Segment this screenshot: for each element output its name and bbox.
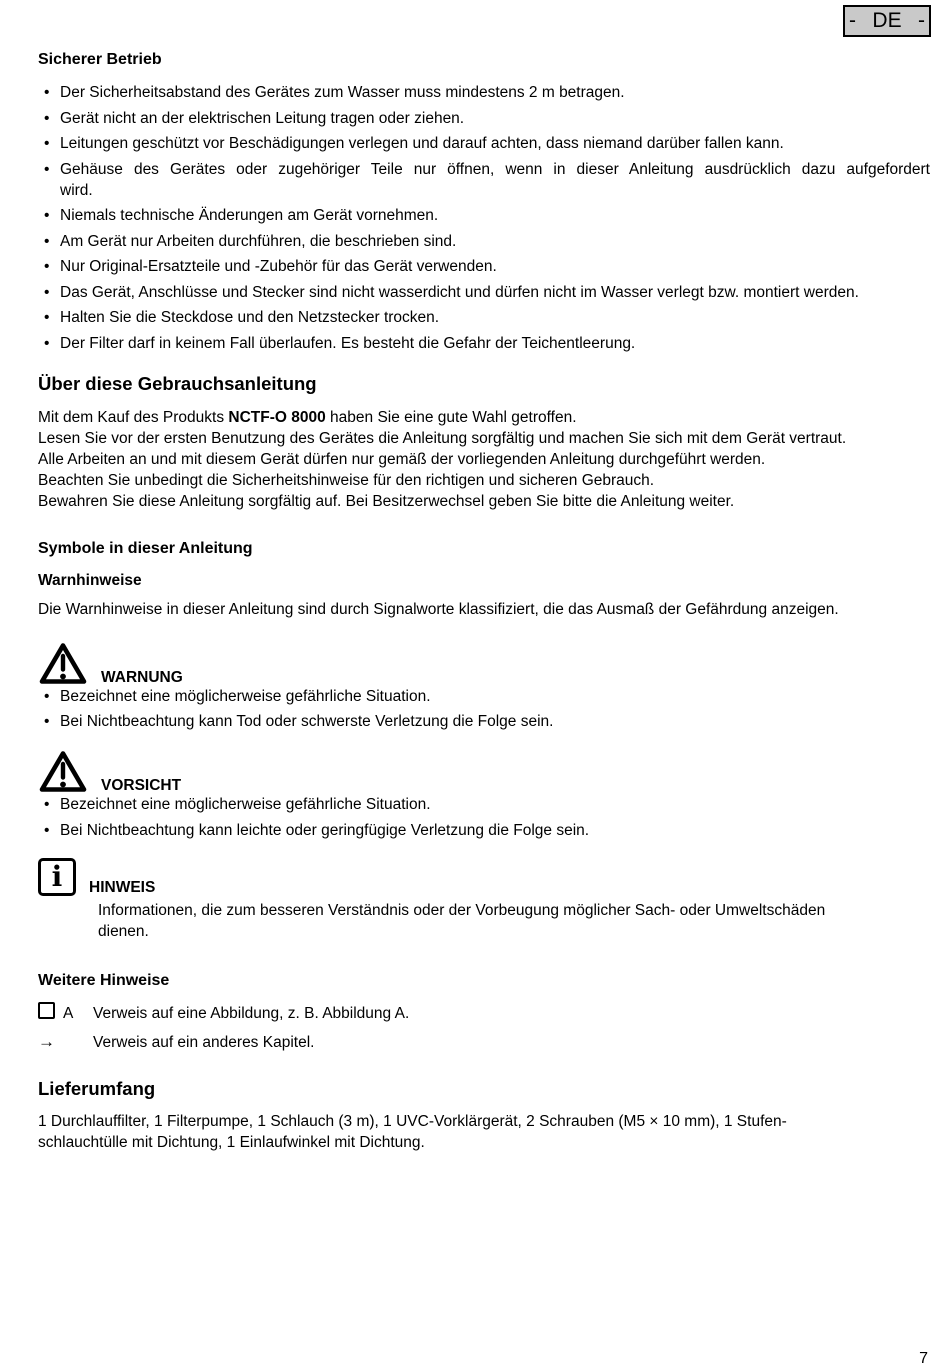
figure-reference-checkbox-icon xyxy=(38,1002,55,1019)
warning-label: WARNUNG xyxy=(101,668,183,686)
warning-triangle-icon xyxy=(38,641,88,686)
list-item: • Der Filter darf in keinem Fall überlaufen. Es besteht die Gefahr der Teichentleerung. xyxy=(60,333,930,354)
figure-reference-text: Verweis auf eine Abbildung, z. B. Abbildung A. xyxy=(93,1004,410,1022)
caution-label: VORSICHT xyxy=(101,777,182,794)
language-badge xyxy=(843,5,931,37)
note-text xyxy=(98,900,930,942)
note-block xyxy=(38,858,930,942)
caution-block xyxy=(38,749,930,841)
about-intro-prefix: Mit dem Kauf des Produkts xyxy=(38,408,229,426)
delivery-text-line: schlauchtülle mit Dichtung, 1 Einlaufwinkel mit Dichtung. xyxy=(38,1133,425,1151)
list-item: • Am Gerät nur Arbeiten durchführen, die beschrieben sind. xyxy=(60,231,930,252)
list-item: • Bezeichnet eine möglicherweise gefährliche Situation. xyxy=(60,794,930,815)
figure-reference-letter: A xyxy=(63,1004,74,1022)
section-title-safe-operation: Sicherer Betrieb xyxy=(38,51,162,68)
caution-bullet-list xyxy=(38,794,930,841)
section-title-symbols: Symbole in dieser Anleitung xyxy=(38,539,253,557)
badge-language-label: DE xyxy=(872,9,902,32)
list-item: • Niemals technische Änderungen am Gerät vornehmen. xyxy=(60,205,930,226)
figure-reference-symbol xyxy=(38,1002,93,1024)
note-label: HINWEIS xyxy=(89,878,156,896)
subsection-title-warnings: Warnhinweise xyxy=(38,571,142,589)
section-title-further-notes: Weitere Hinweise xyxy=(38,971,170,989)
paragraph-line: Lesen Sie vor der ersten Benutzung des Gerätes die Anleitung sorgfältig und machen Sie sich mit dem Gerät vertraut. xyxy=(38,429,847,447)
warnings-intro-text: Die Warnhinweise in dieser Anleitung sind durch Signalworte klassifiziert, die das Ausmaß der Gefährdung anzeigen. xyxy=(38,600,839,618)
section-title-delivery: Lieferumfang xyxy=(38,1077,156,1099)
paragraph-line: Bewahren Sie diese Anleitung sorgfältig auf. Bei Besitzerwechsel geben Sie bitte die Anleitung weiter. xyxy=(38,492,735,510)
list-item: • Bei Nichtbeachtung kann Tod oder schwerste Verletzung die Folge sein. xyxy=(60,711,930,732)
list-item: • Gerät nicht an der elektrischen Leitung tragen oder ziehen. xyxy=(60,108,930,129)
note-block-header xyxy=(38,858,930,896)
chapter-reference-text: Verweis auf ein anderes Kapitel. xyxy=(93,1033,315,1051)
chapter-reference-row xyxy=(38,1031,930,1053)
list-item: • Bezeichnet eine möglicherweise gefährliche Situation. xyxy=(60,686,930,707)
note-text-line: Informationen, die zum besseren Verständnis oder der Vorbeugung möglicher Sach- oder Umweltschäden xyxy=(98,901,826,919)
list-item: • Nur Original-Ersatzteile und -Zubehör für das Gerät verwenden. xyxy=(60,256,930,277)
note-text-line: dienen. xyxy=(98,922,149,940)
info-icon xyxy=(38,858,76,896)
chapter-reference-arrow-icon: → xyxy=(38,1031,55,1051)
safe-operation-bullet-list xyxy=(38,82,930,354)
caution-block-header xyxy=(38,749,930,794)
info-icon-glyph: i xyxy=(51,859,63,893)
warning-triangle-icon xyxy=(38,749,88,794)
warning-block-header xyxy=(38,641,930,686)
badge-dash-left: - xyxy=(849,9,856,32)
page-number: 7 xyxy=(919,1350,928,1367)
list-item: • Das Gerät, Anschlüsse und Stecker sind nicht wasserdicht und dürfen nicht im Wasser verlegt bzw. montiert werden. xyxy=(60,282,930,303)
delivery-text-line: 1 Durchlauffilter, 1 Filterpumpe, 1 Schlauch (3 m), 1 UVC-Vorklärgerät, 2 Schrauben (M5 × 10 mm), 1 Stufen- xyxy=(38,1112,787,1130)
warning-block xyxy=(38,641,930,733)
list-item-line: wird. xyxy=(60,181,93,199)
paragraph-line: Beachten Sie unbedingt die Sicherheitshinweise für den richtigen und sicheren Gebrauch. xyxy=(38,471,655,489)
list-item: • Halten Sie die Steckdose und den Netzstecker trocken. xyxy=(60,307,930,328)
list-item xyxy=(60,159,930,201)
list-item: • Bei Nichtbeachtung kann leichte oder geringfügige Verletzung die Folge sein. xyxy=(60,820,930,841)
badge-dash-right: - xyxy=(918,9,925,32)
section-title-about-manual: Über diese Gebrauchsanleitung xyxy=(38,372,317,394)
figure-reference-row xyxy=(38,1002,930,1024)
list-item-line: • Gehäuse des Gerätes oder zugehöriger Teile nur öffnen, wenn in dieser Anleitung ausdrücklich dazu aufgefordert xyxy=(60,160,930,178)
list-item: • Der Sicherheitsabstand des Gerätes zum Wasser muss mindestens 2 m betragen. xyxy=(60,82,930,103)
paragraph-line xyxy=(38,407,930,428)
paragraph-line: Alle Arbeiten an und mit diesem Gerät dürfen nur gemäß der vorliegenden Anleitung durchgeführt werden. xyxy=(38,450,766,468)
list-item: • Leitungen geschützt vor Beschädigungen verlegen und darauf achten, dass niemand darüber fallen kann. xyxy=(60,133,930,154)
product-name: NCTF-O 8000 xyxy=(228,408,326,426)
warning-bullet-list xyxy=(38,686,930,733)
about-intro-suffix: haben Sie eine gute Wahl getroffen. xyxy=(325,408,577,426)
